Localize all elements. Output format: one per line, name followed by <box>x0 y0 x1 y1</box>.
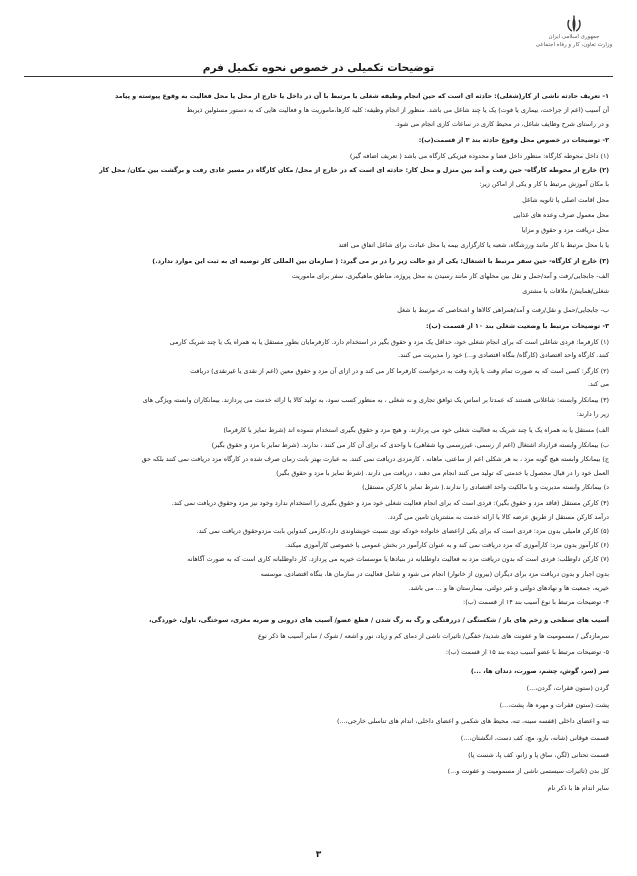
text-line: (۱) داخل محوطه کارگاه: منظور داخل فضا و محدوده فیزیکی کارگاه می باشد ( تعریف اضافه گیر) <box>349 152 609 160</box>
text-line: بدون اجبار و بدون دریافت مزد برای دیگران (بیرون از خانوار) انجام می شود و شامل فعالیت در سازمان ها، بنگاه اقتصادی، موسسه <box>260 570 609 578</box>
page-title: توضیحات تکمیلی در خصوص نحوه تکمیل فرم <box>24 62 613 77</box>
section-heading: ۳- توضیحات مرتبط با وضعیت شغلی بند ۱۰ از قسمت (ب): <box>425 322 609 330</box>
text-line: ۴- توضیحات مرتبط با نوع آسیب بند ۱۴ از قسمت (ب): <box>463 598 609 606</box>
list-item: پشت (ستون فقرات و مهره ها، پشت،...) <box>499 701 609 709</box>
text-line: (۶) کارآموز بدون مزد: کارآموزی که مزد دریافت نمی کند و به عنوان کارآموز در بخش عمومی یا خصوصی کارآموزی میکند. <box>285 541 609 549</box>
list-item: محل معمول صرف وعده های غذایی <box>513 211 609 219</box>
text-line: ۱- تعریف حادثه ناشی از کار(شغلی): حادثه ای است که حین انجام وظیفه شغلی یا مرتبط با آن در داخل یا خارج از محل یا محل فعالیت به وقوع پیوسته و پیامد <box>114 92 609 100</box>
list-item: کل بدن (تاثیرات سیستمی ناشی از مسمومیت و عفونت و...) <box>447 767 609 775</box>
text-line: خیریه، جمعیت ها و نهادهای دولتی و غیر دولتی، بیمارستان ها و ... می باشد. <box>408 584 609 592</box>
page-number: ۳ <box>315 850 322 860</box>
text-line: با مکان آموزش مرتبط با کار و یکی از اماکن زیر: <box>479 180 609 188</box>
list-item: سایر اندام ها با ذکر نام <box>547 784 609 792</box>
text-line: الف) مستقل یا به همراه یک یا چند شریک به فعالیت شغلی خود می پردازند. و هیچ مزد و حقوق بگیری استخدام ننموده اند (شرط تمایز با کارفرما) <box>223 426 609 434</box>
text-line: الف- جابجایی/رفت و آمد/حمل و نقل بین محلهای کار مانند رسیدن به محل پروژه، مناطق ماهیگیری، سفر برای ماموریت <box>291 272 609 280</box>
text-line: ۵- توضیحات مرتبط با عضو آسیب دیده بند ۱۵ از قسمت (ب): <box>445 648 609 656</box>
text-line: (۱) کارفرما: فردی شاغلی است که برای انجام شغلی خود، حداقل یک مزد و حقوق بگیر در استخدام دارد. کارفرمایان بطور مستقل یا به همراه یک یا چند شریک کارمی <box>169 338 609 346</box>
text-line: (۲) کارگر: کسی است که به صورت تمام وقت یا پاره وقت به درخواست کارفرما کار می کند و در ازای آن مزد و حقوق معین (اعم از نقدی یا غیرنقدی) دریافت <box>190 367 609 375</box>
text-line: آن آسیب (اعم از جراحت، بیماری یا فوت) یک یا چند شاغل می باشد. منظور از انجام وظیفه: کلیه کارها،ماموریت ها و فعالیت هایی که به دستور مسئولین ذیربط <box>186 106 609 114</box>
text-line: کنند. کارگاه واحد اقتصادی (کارگاه/ بنگاه اقتصادی و...) خود را مدیریت می کنند. <box>398 351 609 359</box>
text-line: شغلی/همایش/ ملاقات با مشتری <box>522 287 609 295</box>
section-heading: سر (سر، گوش، چشم، صورت، دندان ها، ...) <box>470 667 609 675</box>
list-item: قسمت تحتانی (لگن، ساق پا و زانو، کف پا، شست پا) <box>468 751 609 759</box>
text-line: (۷) کارکن داوطلب: فردی است که بدون دریافت مزد به فعالیت داوطلبانه در بنیادها یا موسسات خیریه می پردازد. کار داوطلبانه کاری است که به صورت آگاهانه <box>187 555 609 563</box>
text-line: و در راستای شرح وظایف شاغل، در محیط کاری در ساعات کاری انجام می شود. <box>394 120 609 128</box>
text-line: (۲) خارج از محوطه کارگاه- حین رفت و آمد بین منزل و محل کار: حادثه ای است که در خارج از محل/ مکان کارگاه در مسیر عادی رفت و برگشت بین مکان/ محل کار <box>99 166 609 174</box>
list-item: گردن (ستون فقرات، گردن،...) <box>526 684 609 692</box>
text-line: سرمازدگی / مسمومیت ها و عفونت های شدید/ خفگی/ تاثیرات ناشی از دمای کم و زیاد، نور و اشعه / شوک / سایر آسیب ها ذکر نوع <box>257 632 609 640</box>
text-line: ب) بیمانکار وابسته قرارداد اشتغال (اعم از رسمی، غیررسمی ویا شفاهی) با واحدی که برای آن کار می کنند ، ندارند. (شرط تمایز با مزد و حقوق بگیر) <box>211 441 609 449</box>
text-line: می کند. <box>587 380 609 388</box>
list-item: تنه و اعضای داخلی (قفسه سینه، تنه، محیط های شکمی و اعضای داخلی، اندام های تناسلی خارجی،...) <box>337 717 609 725</box>
text-line: زیر را دارند: <box>576 410 609 418</box>
text-line: (۴) کارکن مستقل (فاقد مزد و حقوق بگیر): فردی است که برای انجام فعالیت شغلی خود مزد و حقوق بگیری را استخدام ندارد وخود نیز مزد وحقوق دریافت نمی کند. <box>171 499 609 507</box>
text-line: العمل خود را در قبال محصول یا خدمتی که تولید می کنند انجام می دهند ، دریافت می دارند. (شرط تمایز با مزد و حقوق بگیر) <box>276 469 609 477</box>
text-line: ج) بیمانکار وابسته هیچ گونه مزد ، به هر شکلی اعم از ساعتی، ماهانه ، کارمزدی دریافت نمی کنند. به عبارت بهتر بابت زمان صرف شده در کارگاه مزد دریافت نمی کنند بلکه حق <box>141 455 609 463</box>
iran-emblem-icon <box>551 14 597 36</box>
body-text <box>25 92 609 852</box>
list-item: محل اقامت اصلی یا ثانویه شاغل <box>522 196 609 204</box>
header-line-2: وزارت تعاون، کار و رفاه اجتماعی <box>535 42 613 48</box>
text-line: (۳) بیمانکار وابسته: شاغلانی هستند که عمدتا بر اساس یک توافق تجاری و نه شغلی ، به منظور کسب سود، به تولید کالا یا ارائه خدمت می پردازند. بیمانکاران وابسته ویژگی های <box>142 396 609 404</box>
section-heading: آسیب های سطحی و زخم های باز / شکستگی / دررفتگی و رگ به رگ شدن / قطع عضو/ آسیب های درونی و ضربه مغزی، سوختگی، تاول، خوردگی، <box>148 616 609 624</box>
text-line: (۳) خارج از کارگاه- حین سفر مرتبط با اشتغال: یکی از دو حالت زیر را در بر می گیرد: ( سازمان بین المللی کار توصیه ای به ثبت این موارد ندارد.) <box>152 257 609 265</box>
text-line: ب- جابجایی/حمل و نقل/رفت و آمد/همراهی کالاها و اشخاصی که مرتبط با شغل <box>397 306 609 314</box>
list-item: یا با محل مرتبط با کار مانند ورزشگاه، شعبه یا کارگزاری بیمه یا محل عبادت برای شاغل اتفاق می افتد <box>338 241 609 249</box>
header-line-1: جمهوری اسلامی ایران <box>548 34 600 40</box>
section-heading: ۲- توضیحات در خصوص محل وقوع حادثه بند ۳ از قسمت(ب): <box>418 136 609 144</box>
text-line: (۵) کارکن فامیلی بدون مزد: فردی است که برای یکی ازاعضای خانواده خودکه توی نسبت خویشاوندی دارد،کارمی کندواین بابت مزدوحقوق دریافت نمی کند. <box>196 527 609 535</box>
list-item: محل دریافت مزد و حقوق و مزایا <box>521 226 609 234</box>
text-line: درآمد کارکن مستقل از طریق عرضه کالا یا ارائه خدمت به مشتریان تامین می گردد. <box>387 513 609 521</box>
list-item: قسمت فوقانی (شانه، بازو، مچ، کف دست، انگشتان،...) <box>460 734 609 742</box>
text-line: د) بیمانکار وابسته مدیریت و یا مالکیت واحد اقتصادی را ندارند.( شرط تمایز با کارکن مستقل) <box>362 483 609 491</box>
